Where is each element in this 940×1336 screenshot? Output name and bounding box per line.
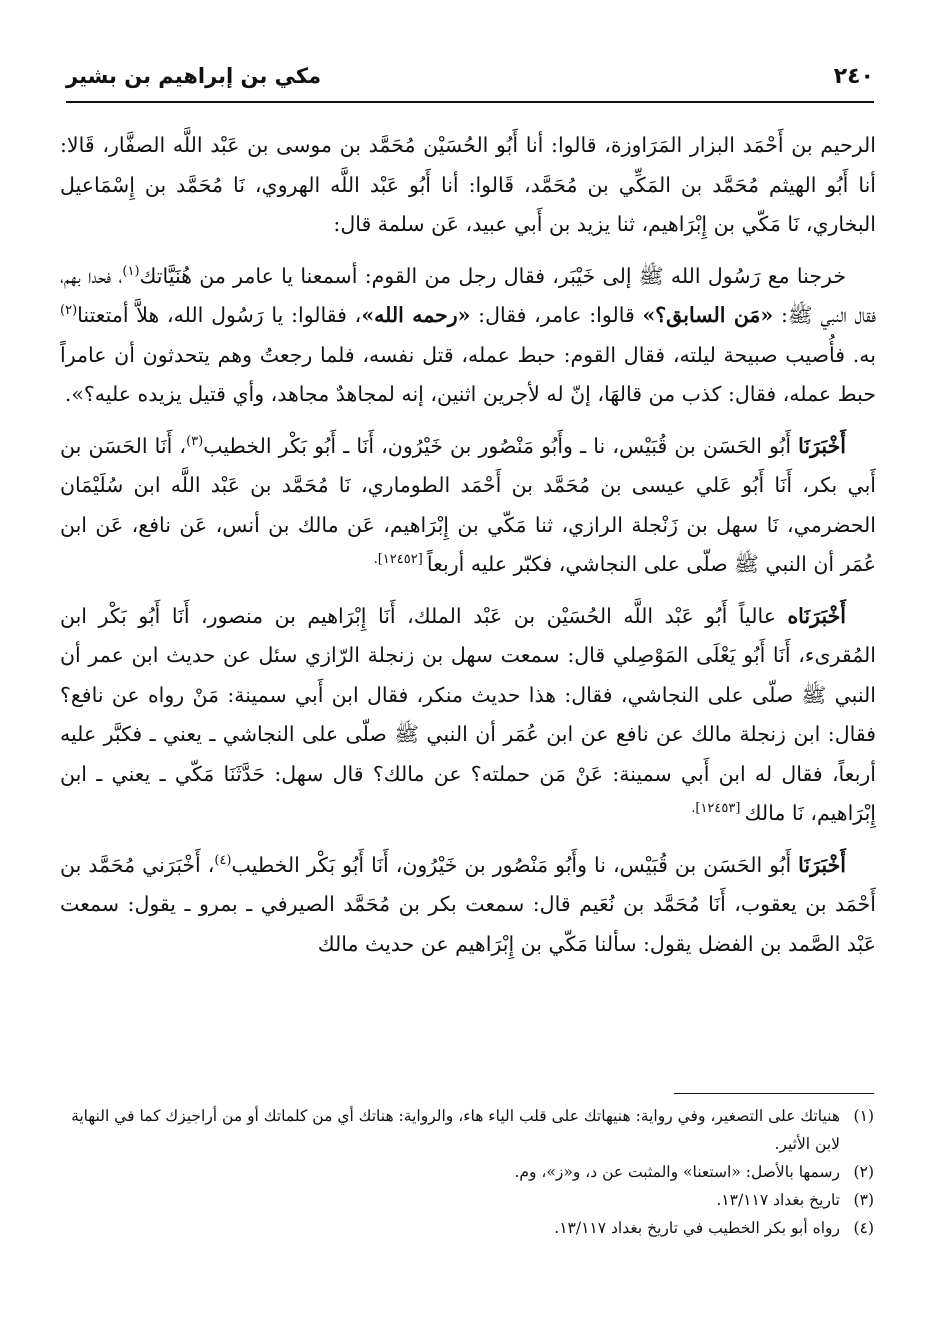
footnote-number: (٤) bbox=[853, 1219, 874, 1237]
paragraph-2-text-a: خرجنا مع رَسُول الله ﷺ إلى خَيْبَر، فقال رجل من القوم: أسمعنا يا عامر من هُنَيَّاتك bbox=[139, 263, 847, 288]
footnote-separator bbox=[674, 1093, 874, 1094]
paragraph-2-text-c: قالوا: عامر، فقال: bbox=[470, 303, 643, 327]
paragraph-2-text-d: ، فقالوا: يا رَسُول الله، هلاَّ أمتعتنا bbox=[77, 303, 362, 327]
paragraph-5 bbox=[60, 846, 876, 965]
page-number: ٢٤٠ bbox=[833, 64, 874, 89]
paragraph-2-text-e: به. فأُصيب صبيحة ليلته، فقال القوم: حبط عمله، قتل نفسه، فلما رجعتُ وهم يتحدثون أن عامراً حبط عمله، فقال: كذب من قالهَا، إنّ له لأجرين اثنين، إنه لمجاهدٌ مجاهد، وأي قتيل يزيده عليه؟». bbox=[60, 342, 876, 406]
footnotes bbox=[60, 1102, 874, 1242]
footnote-text: تاريخ بغداد ١٣/١١٧. bbox=[716, 1191, 840, 1209]
narration-keyword: أَخْبَرَنَا bbox=[798, 852, 846, 877]
paragraph-2-text-b: ، فحدا بهم، فقال النبي ﷺ: bbox=[60, 263, 876, 327]
footnote-number: (١) bbox=[853, 1107, 874, 1125]
main-text bbox=[60, 126, 876, 964]
hadith-number: [١٢٤٥٣]. bbox=[691, 801, 745, 817]
paragraph-5-text-a: أَبُو الحَسَن بن قُبَيْس، نا وأَبُو مَنْصُور بن خَيْرُون، أَنَا أَبُو بَكْر الخطيب bbox=[231, 852, 799, 877]
footnote-ref-3: (٣) bbox=[186, 433, 204, 449]
hadith-number: [١٢٤٥٢]. bbox=[373, 552, 427, 568]
footnote-text: رسمها بالأصل: «استعنا» والمثبت عن د، و«ز»، وم. bbox=[514, 1163, 840, 1181]
footnote bbox=[60, 1158, 874, 1186]
running-head bbox=[66, 60, 874, 100]
footnote-ref-4: (٤) bbox=[214, 852, 232, 868]
footnote bbox=[60, 1102, 874, 1158]
paragraph-4 bbox=[60, 597, 876, 834]
footnote-number: (٢) bbox=[853, 1163, 874, 1181]
narration-keyword: أَخْبَرَنَاه bbox=[787, 603, 846, 628]
header-rule bbox=[66, 101, 874, 103]
paragraph-3-text-a: أَبُو الحَسَن بن قُبَيْس، نا ـ وأَبُو مَنْصُور بن خَيْرُون، أَنَا ـ أَبُو بَكْر الخطيب bbox=[203, 433, 799, 458]
paragraph-3-text-b: ، أَنَا الحَسَن بن أَبي بكر، أَنَا أَبُو عَلي عيسى بن مُحَمَّد بن أَحْمَد الطوماري، نَا مُحَمَّد بن عَبْد اللَّه ابن سُلَيْمَان الحضرمي، نَا سهل بن زَنْجلة الرازي، ثنا مَكّي بن إِبْرَاهيم، عَن مالك بن أنس، عَن نافع، عَن ابن عُمَر أن النبي ﷺ صلّى على النجاشي، فكبّر عليه أربعاً bbox=[60, 433, 876, 576]
quote-may-god-have-mercy: «رحمه الله» bbox=[361, 303, 471, 327]
footnote-number: (٣) bbox=[853, 1191, 874, 1209]
paragraph-1 bbox=[60, 126, 876, 245]
footnote bbox=[60, 1186, 874, 1214]
running-title: مكي بن إبراهيم بن بشير bbox=[66, 64, 322, 88]
paragraph-2 bbox=[60, 257, 876, 415]
narration-keyword: أَخْبَرَنَا bbox=[798, 433, 846, 458]
footnote-text: هنياتك على التصغير، وفي رواية: هنيهاتك على قلب الياء هاء، والرواية: هناتك أي من كلماتك أو من أراجيزك كما في النهاية لابن الأثير. bbox=[71, 1107, 840, 1153]
quote-who-is-first: «مَن السابق؟» bbox=[642, 303, 774, 327]
paragraph-4-text: عالياً أَبُو عَبْد اللَّه الحُسَيْن بن عَبْد الملك، أَنَا إِبْرَاهيم بن منصور، أَنَا أَبُو بَكْر ابن المُقرىء، أَنَا أَبُو يَعْلَى المَوْصِلي قال: سمعت سهل بن زنجلة الرّازي سئل عن حديث ابن عمر أن النبي ﷺ صلّى على النجاشي، فقال: هذا حديث منكر، فقال ابن أَبي سمينة: مَنْ رواه عن نافع؟ فقال: ابن زنجلة مالك عن نافع عن ابن عُمَر أن النبي ﷺ صلّى على النجاشي ـ يعني ـ فكبَّر عليه أربعاً، فقال له ابن أَبي سمينة: عَنْ مَن حملته؟ عن مالك؟ قال سهل: حَدَّثَنَا مَكّي ـ يعني ـ ابن إِبْرَاهيم، نَا مالك bbox=[60, 603, 876, 825]
footnote bbox=[60, 1214, 874, 1242]
paragraph-3 bbox=[60, 427, 876, 585]
footnote-ref-2: (٢) bbox=[60, 303, 78, 319]
paragraph-5-text-b: ، أَخْبَرَني مُحَمَّد بن أَحْمَد بن يعقوب، أَنَا مُحَمَّد بن نُعَيم قال: سمعت بكر بن مُحَمَّد الصيرفي ـ بمرو ـ يقول: سمعت عَبْد الصَّمد بن الفضل يقول: سألنا مَكّي بن إِبْرَاهيم عن حديث مالك bbox=[60, 852, 876, 956]
paragraph-1-text: الرحيم بن أَحْمَد البزار المَرَاوزة، قالوا: أنا أَبُو الحُسَيْن مُحَمَّد بن موسى بن عَبْد اللَّه الصفَّار، قَالا: أنا أَبُو الهيثم مُحَمَّد بن المَكِّي بن مُحَمَّد، قَالوا: أنا أَبُو عَبْد اللَّه الهروي، نَا مُحَمَّد بن إِسْمَاعيل البخاري، نَا مَكّي بن إِبْرَاهيم، ثنا يزيد بن أَبي عبيد، عَن سلمة قال: bbox=[60, 133, 876, 236]
footnote-ref-1: (١) bbox=[122, 263, 140, 279]
footnote-text: رواه أبو بكر الخطيب في تاريخ بغداد ١٣/١١٧. bbox=[554, 1219, 840, 1237]
